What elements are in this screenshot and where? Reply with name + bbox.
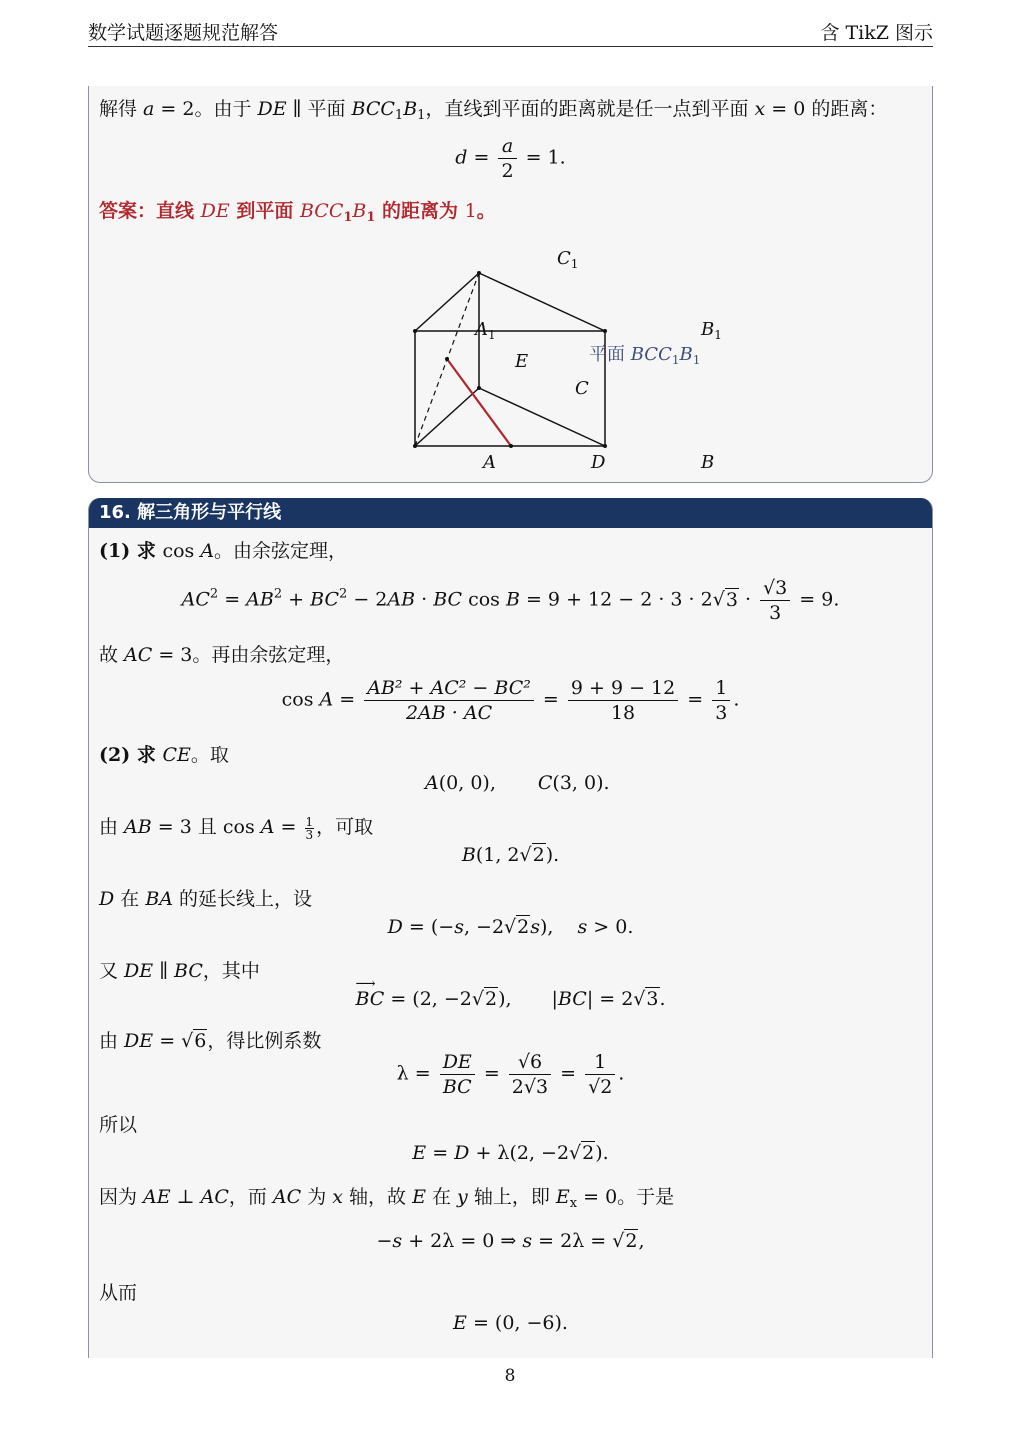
label-a: A xyxy=(483,452,496,473)
text-line: 从而 xyxy=(99,1282,138,1304)
solution-box-16 xyxy=(88,498,933,1358)
text-line: (1) 求 cos A。由余弦定理， xyxy=(99,540,348,562)
formula-point-b: B(1, 2√2). xyxy=(461,844,560,866)
text-line: 解得 a = 2。由于 DE ∥ 平面 $BCC_1B_1$，直线到平面的距离就是任一点到平面 x = 0 的距离： xyxy=(99,98,888,123)
label-c1: $C_1$ xyxy=(557,248,579,271)
page-header xyxy=(88,16,933,47)
point-a xyxy=(413,444,417,448)
answer-line: 答案：直线 DE 到平面 $BCC_1B_1$ 的距离为 1。 xyxy=(99,200,496,225)
formula-result-e: E = (0, −6). xyxy=(453,1312,568,1334)
solution-box-previous xyxy=(88,86,933,483)
point-b xyxy=(603,444,607,448)
label-b1: $B_1$ xyxy=(701,319,722,342)
formula-points-a-c: A(0, 0), C(3, 0). xyxy=(425,772,610,794)
point-e xyxy=(445,357,449,361)
formula-lambda: λ = $\frac{DE}{BC}$ = $\frac{√6}{2√3}$ = $\frac{1}{√2}$ . xyxy=(396,1051,625,1098)
formula-cos-a: cos A = $\frac{\text{AB² + AC² − BC²}}{2AB \cdot AC}$ = $\frac{9 + 9 - 12}{18}$ = $\frac{1}{3}$ . xyxy=(281,677,740,724)
formula-distance: d = $\frac{a}{2}$ = 1. xyxy=(455,135,566,182)
text-line: 又 DE ∥ BC，其中 xyxy=(99,960,260,982)
prism-figure xyxy=(369,236,749,476)
point-a1 xyxy=(413,329,417,333)
label-b: B xyxy=(701,452,715,473)
formula-solve-s: −s + 2λ = 0 ⇒ s = 2λ = √2, xyxy=(376,1230,645,1252)
header-subtitle: 含 TikZ 图示 xyxy=(820,22,933,44)
edge-c1-b1 xyxy=(479,273,605,331)
formula-law-of-cosines: $AC^2 = AB^2 + BC^2 - 2AB$ · BC cos B = 9 + 12 − 2 · 3 · 2√3 · $\frac{√3}{3}$ = 9. xyxy=(181,577,840,624)
text-line: (2) 求 CE。取 xyxy=(99,744,229,766)
text-line: 由 AB = 3 且 cos A = $\frac{1}{3}$ ，可取 xyxy=(99,814,374,842)
text-line: 所以 xyxy=(99,1114,138,1136)
label-c: C xyxy=(575,378,589,399)
problem-title: 16. 解三角形与平行线 xyxy=(89,498,932,528)
edge-a-c xyxy=(415,388,479,446)
edge-a1-c1 xyxy=(415,273,479,331)
label-e: E xyxy=(515,351,529,372)
text-line: 由 DE = √6，得比例系数 xyxy=(99,1030,322,1052)
label-plane: 平面 $BCC_1B_1$ xyxy=(589,344,701,367)
label-d: D xyxy=(591,452,606,473)
formula-vector-bc: ⟶ BC = (2, −2√2), |BC| = 2√3. xyxy=(355,976,666,1010)
text-line: D 在 BA 的延长线上，设 xyxy=(99,888,313,910)
label-a1: $A_1$ xyxy=(475,319,496,342)
point-d xyxy=(509,444,513,448)
text-line: 因为 AE ⊥ AC，而 AC 为 x 轴，故 E 在 y 轴上，即 $E_x = 0$。于是 xyxy=(99,1186,675,1211)
point-b1 xyxy=(603,329,607,333)
text-line: 故 AC = 3。再由余弦定理， xyxy=(99,644,345,666)
point-c xyxy=(477,386,481,390)
header-title: 数学试题逐题规范解答 xyxy=(88,22,279,44)
formula-point-e: E = D + λ(2, −2√2). xyxy=(412,1142,609,1164)
formula-point-d: D = (−s, −2√2s), s > 0. xyxy=(387,916,634,938)
point-c1 xyxy=(477,271,481,275)
page-number: 8 xyxy=(504,1366,516,1386)
